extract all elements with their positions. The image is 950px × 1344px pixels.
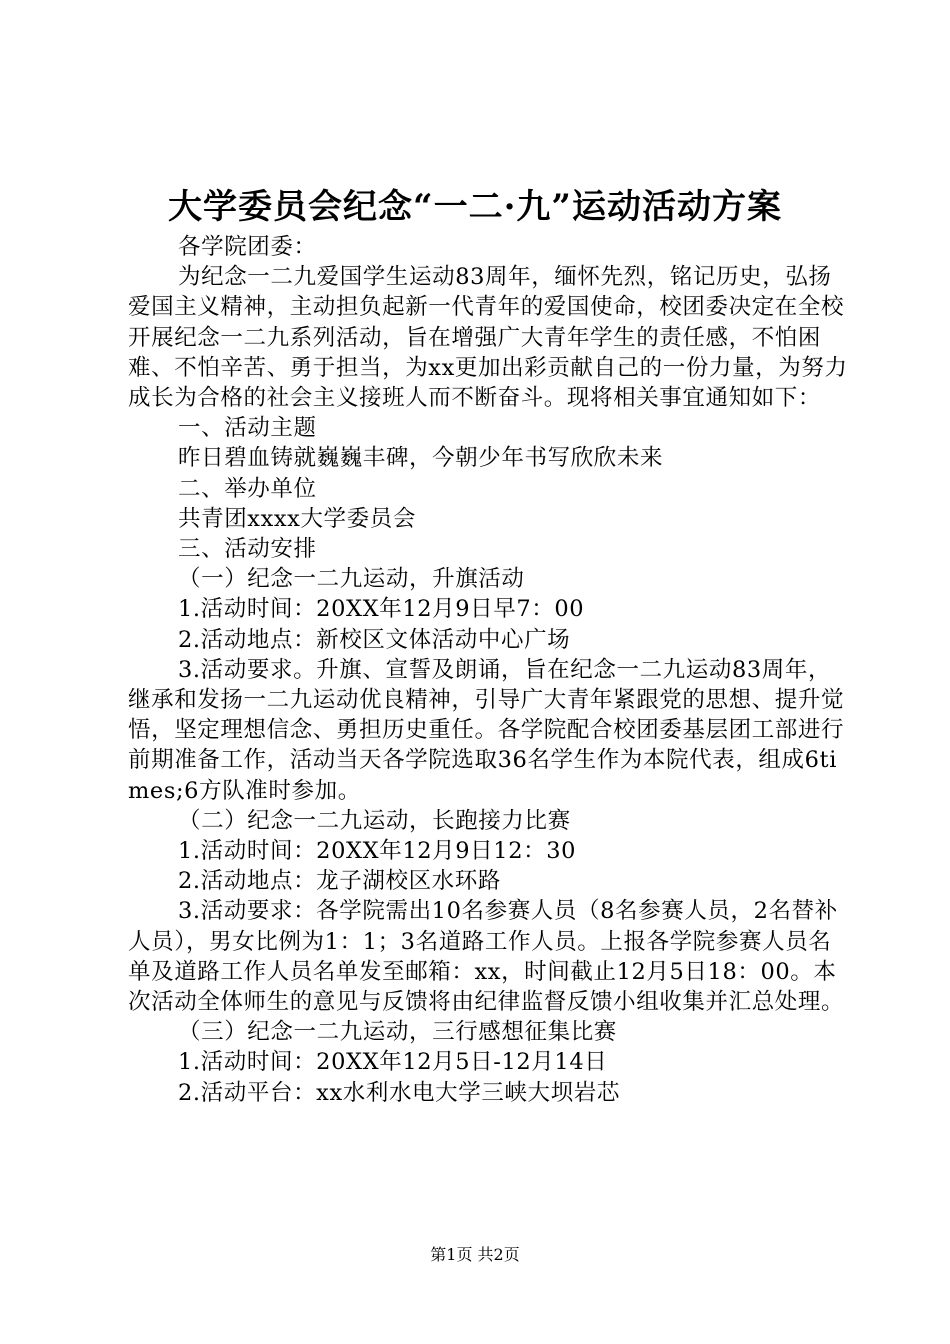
section-heading-organizer: 二、举办单位 — [178, 475, 317, 502]
essay-platform: 2.活动平台：xx水利水电大学三峡大坝岩芯 — [178, 1079, 620, 1106]
subsection-heading-relay: （二）纪念一二九运动，长跑接力比赛 — [178, 807, 571, 834]
section-heading-arrangement: 三、活动安排 — [178, 536, 317, 563]
relay-time: 1.活动时间：20XX年12月9日12：30 — [178, 838, 577, 865]
flag-requirements: 3.活动要求。升旗、宣誓及朗诵，旨在纪念一二九运动83周年，继承和发扬一二九运动优良精神，引导广大青年紧跟党的思想、提升觉悟，坚定理想信念、勇担历史重任。各学院配合校团委基层团工部进行前期准备工作，活动当天各学院选取36名学生作为本院代表，组成6times;6方队准时参加。 — [128, 656, 845, 804]
organizer-text: 共青团xxxx大学委员会 — [178, 505, 416, 532]
intro-paragraph: 为纪念一二九爱国学生运动83周年，缅怀先烈，铭记历史，弘扬爱国主义精神，主动担负起新一代青年的爱国使命，校团委决定在全校开展纪念一二九系列活动，旨在增强广大青年学生的责任感，不怕困难、不怕辛苦、勇于担当，为xx更加出彩贡献自己的一份力量，为努力成长为合格的社会主义接班人而不断奋斗。现将相关事宜通知如下： — [128, 264, 848, 412]
salutation: 各学院团委： — [178, 234, 317, 260]
subsection-heading-flag: （一）纪念一二九运动，升旗活动 — [178, 566, 525, 593]
relay-location: 2.活动地点：龙子湖校区水环路 — [178, 868, 501, 895]
document-body — [128, 232, 848, 1108]
relay-requirements: 3.活动要求：各学院需出10名参赛人员（8名参赛人员，2名替补人员），男女比例为1：1；3名道路工作人员。上报各学院参赛人员名单及道路工作人员名单发至邮箱：xx，时间截止12月5日18：00。本次活动全体师生的意见与反馈将由纪律监督反馈小组收集并汇总处理。 — [128, 898, 845, 1016]
page-footer: 第1页 共2页 — [430, 1245, 520, 1264]
essay-time: 1.活动时间：20XX年12月5日-12月14日 — [178, 1049, 608, 1076]
section-heading-theme: 一、活动主题 — [178, 415, 317, 442]
subsection-heading-essay: （三）纪念一二九运动，三行感想征集比赛 — [178, 1019, 617, 1046]
theme-text: 昨日碧血铸就巍巍丰碑，今朝少年书写欣欣未来 — [178, 445, 664, 472]
flag-location: 2.活动地点：新校区文体活动中心广场 — [178, 626, 571, 653]
document-title: 大学委员会纪念“一二·九”运动活动方案 — [168, 187, 782, 227]
flag-time: 1.活动时间：20XX年12月9日早7：00 — [178, 596, 585, 623]
